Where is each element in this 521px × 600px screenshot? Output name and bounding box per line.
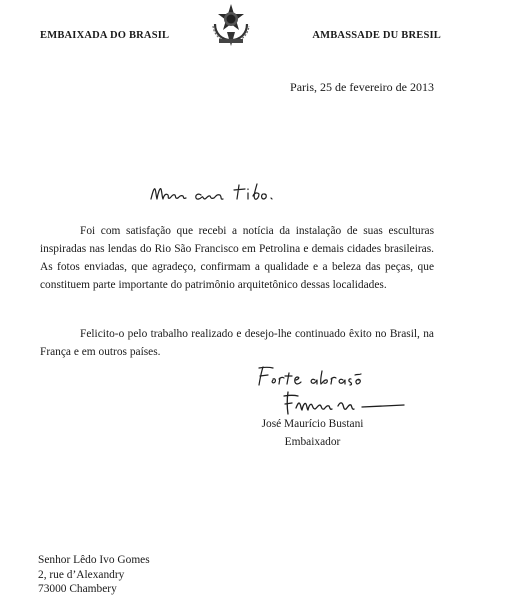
signer-name: José Maurício Bustani bbox=[261, 418, 364, 430]
signer-title: Embaixador bbox=[284, 436, 341, 448]
recipient-address bbox=[38, 553, 150, 597]
coat-of-arms-of-brazil-icon bbox=[210, 2, 252, 46]
letter-date: Paris, 25 de fevereiro de 2013 bbox=[290, 80, 434, 94]
letterhead-left: EMBAIXADA DO BRASIL bbox=[40, 30, 170, 41]
recipient-street: 2, rue d’Alexandry bbox=[38, 568, 125, 581]
recipient-city: 73000 Chambery bbox=[38, 583, 117, 595]
body-paragraph-1: Foi com satisfação que recebi a notícia da instalação de suas esculturas inspiradas nas lendas do Rio São Francisco em Petrolina e demais cidades brasileiras. As fotos enviadas, que agradeço, confirmam a qualidade e a beleza das peças, que constituem parte importante do patrimônio arquitetônico dessas localidades. bbox=[40, 225, 434, 291]
body-paragraph-2: Felicito-o pelo trabalho realizado e desejo-lhe continuado êxito no Brasil, na França e em outros países. bbox=[40, 328, 434, 358]
recipient-name: Senhor Lêdo Ivo Gomes bbox=[38, 554, 150, 566]
signer-block bbox=[225, 415, 400, 451]
handwritten-closing bbox=[255, 363, 375, 389]
handwritten-signature bbox=[282, 390, 412, 416]
handwritten-salutation bbox=[149, 179, 339, 205]
letterhead-right: AMBASSADE DU BRESIL bbox=[312, 30, 441, 41]
